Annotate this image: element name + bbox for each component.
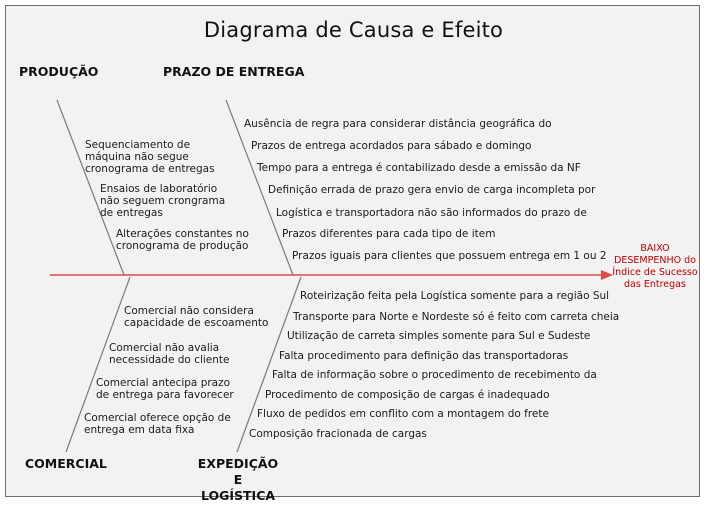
cause-comercial-4 (84, 412, 231, 436)
diagram-title: Diagrama de Causa e Efeito (203, 18, 504, 42)
category-comercial: COMERCIAL (25, 456, 107, 471)
cause-line: não seguem crongrama (100, 195, 226, 207)
cause-line: cronograma de produção (116, 240, 249, 252)
cause-comercial-2 (109, 342, 230, 366)
cause-line: Ensaios de laboratório (100, 183, 218, 195)
cause-producao-1 (85, 139, 215, 175)
cause-line: entrega em data fixa (84, 424, 195, 436)
effect-line: BAIXO (640, 243, 670, 254)
cause-prazo-5: Logística e transportadora não são informados do prazo de (276, 207, 587, 219)
bone-expedicao-logistica (237, 277, 301, 452)
cause-prazo-7: Prazos iguais para clientes que possuem entrega em 1 ou 2 (292, 250, 607, 262)
cause-line: de entrega para favorecer (96, 389, 234, 401)
cause-expedicao-4: Falta procedimento para definição das transportadoras (279, 350, 569, 362)
cause-prazo-3: Tempo para a entrega é contabilizado desde a emissão da NF (257, 162, 581, 174)
effect-line: das Entregas (624, 279, 686, 290)
cause-expedicao-3: Utilização de carreta simples somente para Sul e Sudeste (287, 330, 591, 342)
cause-line: Comercial não considera (124, 305, 254, 317)
cause-expedicao-7: Fluxo de pedidos em conflito com a montagem do frete (257, 408, 549, 420)
cause-line: Comercial antecipa prazo (96, 377, 231, 389)
cause-prazo-4: Definição errada de prazo gera envio de carga incompleta por (268, 184, 596, 196)
cause-line: Comercial oferece opção de (84, 412, 231, 424)
effect-line: Índice de Sucesso (612, 267, 698, 278)
category-expedicao-line-1: EXPEDIÇÃO E (197, 456, 279, 487)
category-producao: PRODUÇÃO (19, 64, 99, 79)
cause-expedicao-5: Falta de informação sobre o procedimento de recebimento da (272, 369, 597, 381)
effect-label (610, 243, 700, 291)
cause-comercial-3 (96, 377, 234, 401)
category-expedicao-logistica (193, 456, 283, 504)
cause-expedicao-2: Transporte para Norte e Nordeste só é feito com carreta cheia (293, 311, 620, 323)
cause-producao-2 (100, 183, 225, 219)
effect-line: DESEMPENHO do (614, 255, 696, 266)
cause-line: Sequenciamento de (85, 139, 191, 151)
cause-line: Alterações constantes no (116, 228, 249, 240)
cause-line: máquina não segue (85, 151, 189, 163)
category-expedicao-line-2: LOGÍSTICA (200, 488, 276, 503)
cause-line: de entregas (100, 207, 163, 219)
cause-expedicao-8: Composição fracionada de cargas (249, 428, 427, 440)
cause-expedicao-1: Roteirização feita pela Logística somente para a região Sul (300, 290, 610, 302)
cause-line: capacidade de escoamento (124, 317, 269, 329)
cause-expedicao-6: Procedimento de composição de cargas é inadequado (265, 389, 550, 401)
cause-line: necessidade do cliente (109, 354, 230, 366)
cause-comercial-1 (124, 305, 268, 329)
cause-prazo-2: Prazos de entrega acordados para sábado e domingo (251, 140, 532, 152)
category-prazo-de-entrega: PRAZO DE ENTREGA (163, 64, 305, 79)
cause-line: cronograma de entregas (85, 163, 215, 175)
cause-line: Comercial não avalia (109, 342, 220, 354)
cause-prazo-6: Prazos diferentes para cada tipo de item (282, 228, 496, 240)
cause-producao-3 (116, 228, 249, 252)
cause-prazo-1: Ausência de regra para considerar distância geográfica do (244, 118, 552, 130)
